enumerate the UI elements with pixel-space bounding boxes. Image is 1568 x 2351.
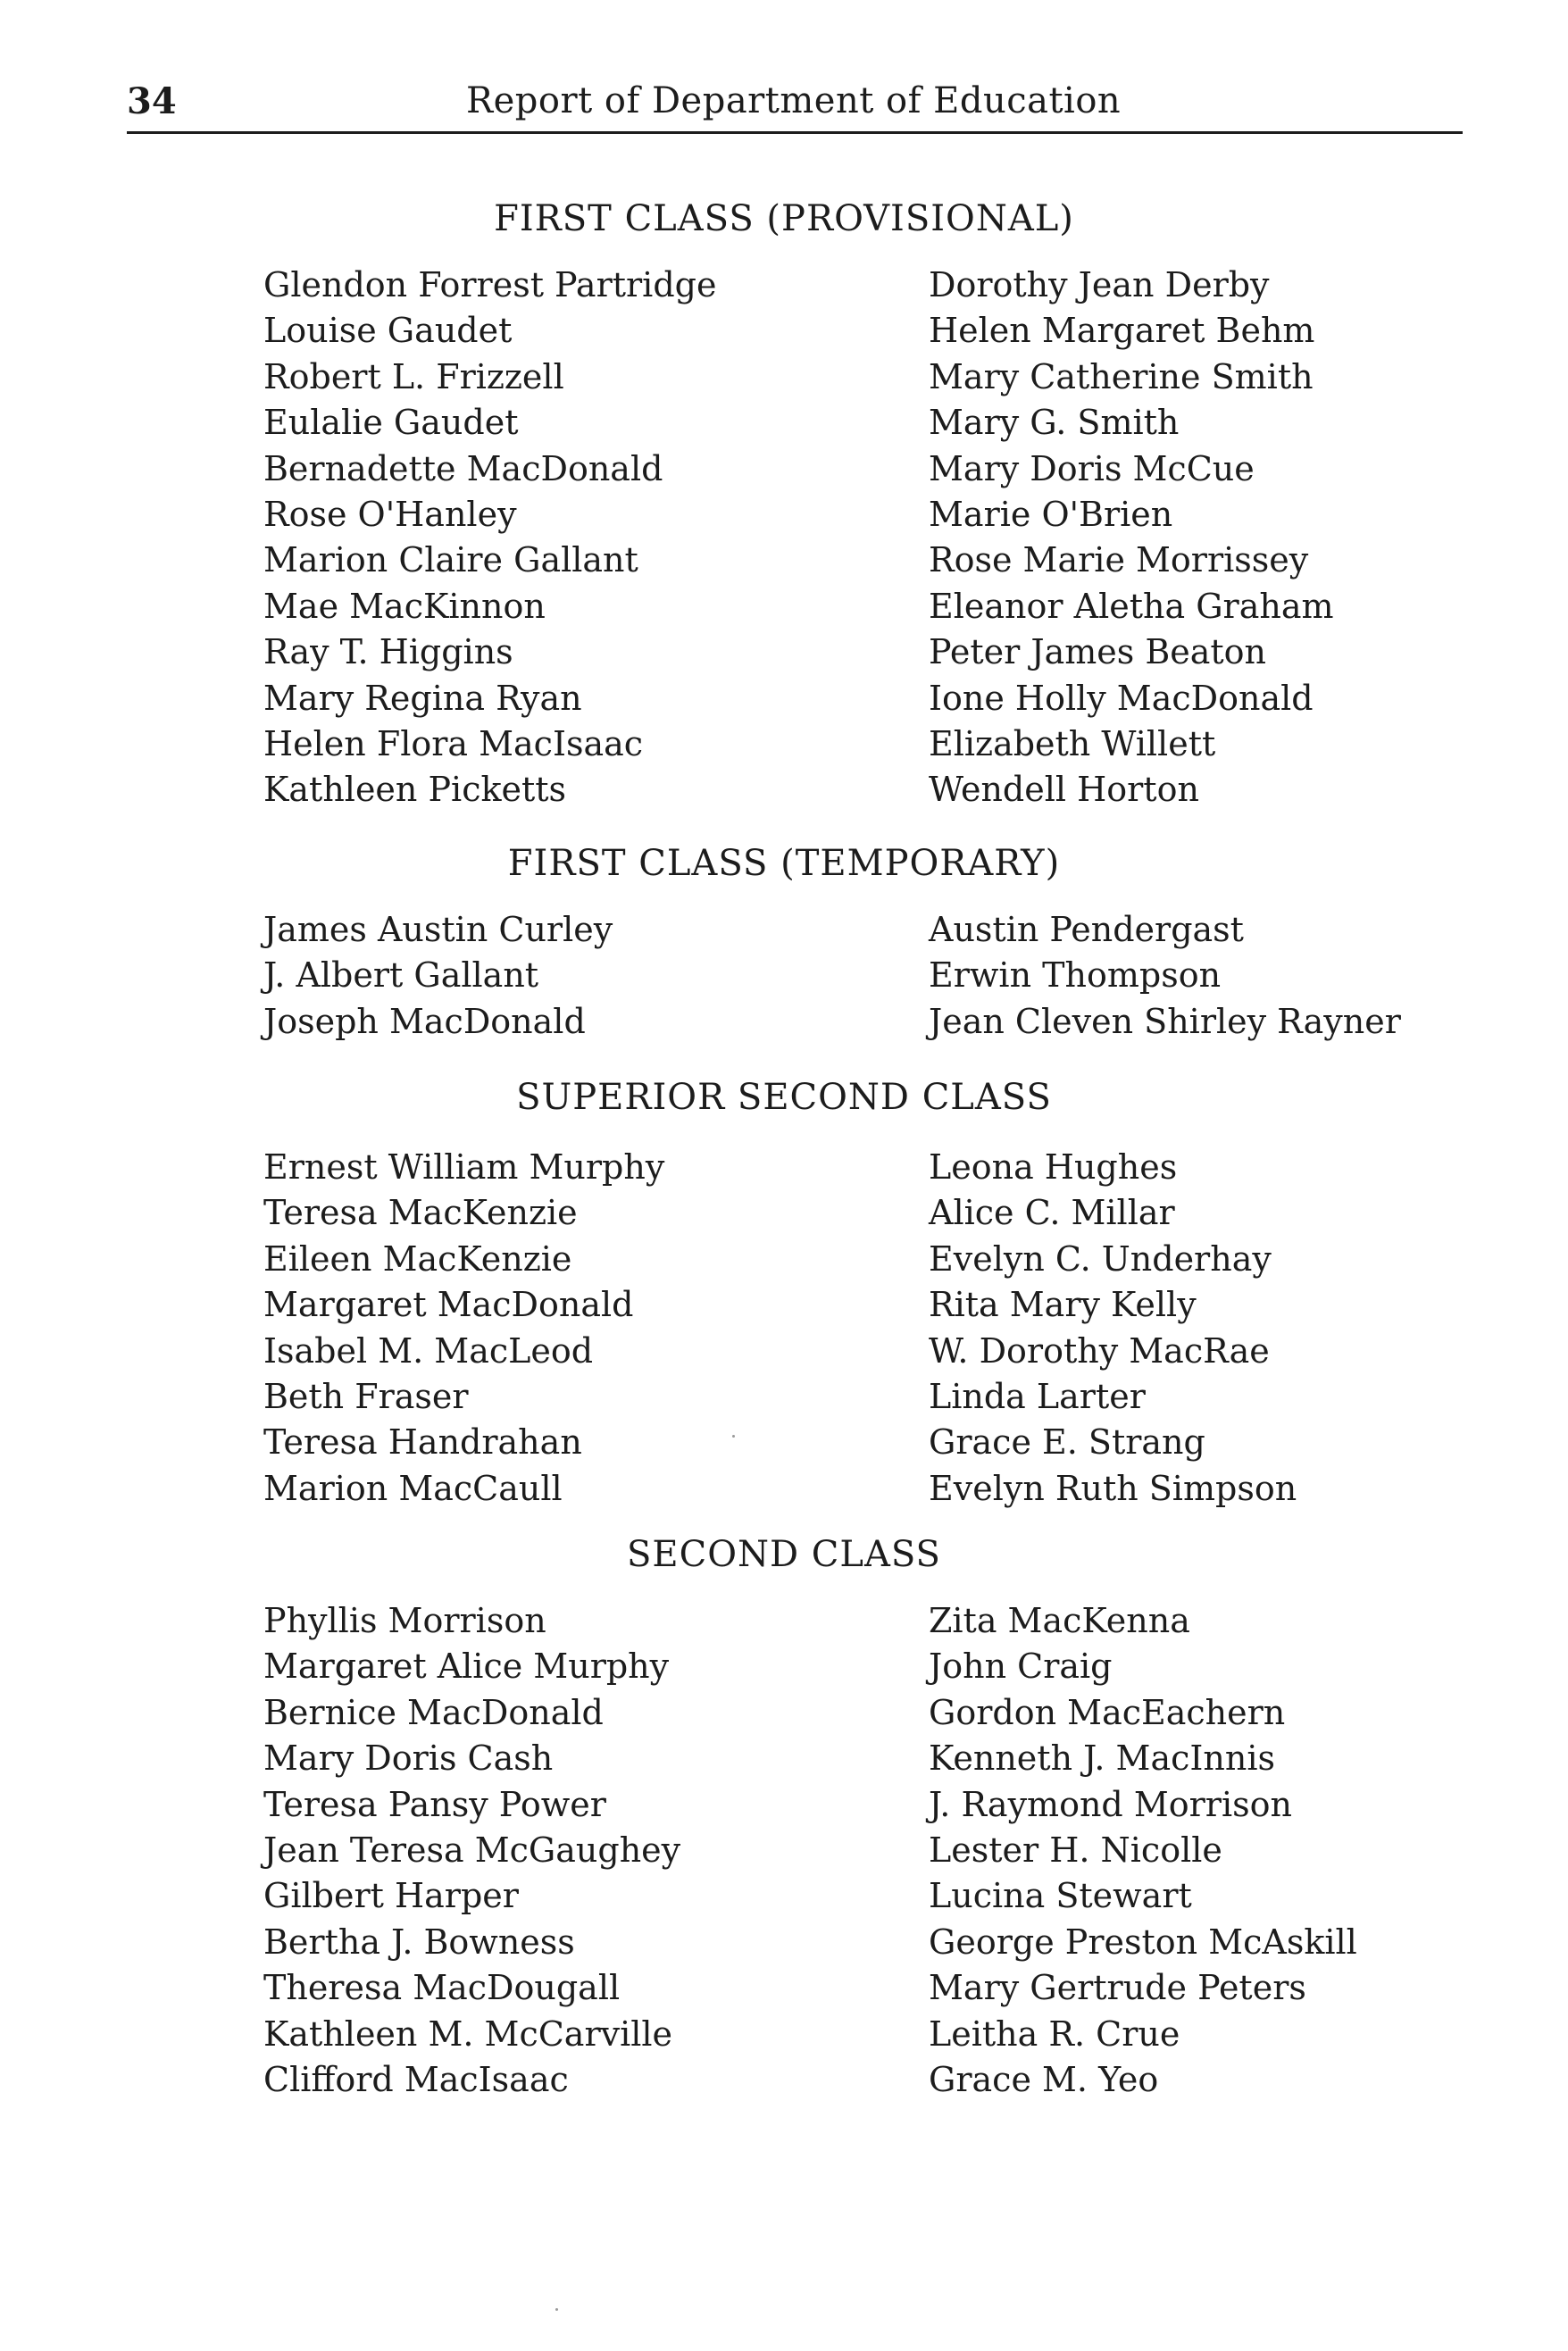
running-title: Report of Department of Education bbox=[466, 80, 1122, 121]
list-item: Rita Mary Kelly bbox=[929, 1285, 1197, 1325]
list-item: Beth Fraser bbox=[263, 1376, 469, 1416]
list-item: J. Raymond Morrison bbox=[929, 1784, 1292, 1824]
name-column-right bbox=[929, 1598, 1357, 2103]
list-item: Ray T. Higgins bbox=[263, 632, 513, 672]
paper-speck bbox=[732, 1435, 735, 1438]
list-item: W. Dorothy MacRae bbox=[929, 1330, 1270, 1371]
list-item: Mary Regina Ryan bbox=[263, 678, 582, 718]
list-item: Austin Pendergast bbox=[929, 910, 1244, 949]
list-item: Theresa MacDougall bbox=[263, 1968, 621, 2008]
list-item: Robert L. Frizzell bbox=[263, 356, 564, 396]
list-item: Dorothy Jean Derby bbox=[929, 265, 1270, 304]
list-item: Evelyn Ruth Simpson bbox=[929, 1468, 1297, 1508]
paper-speck bbox=[555, 2308, 558, 2311]
list-item: Alice C. Millar bbox=[929, 1193, 1175, 1233]
section-title: FIRST CLASS (TEMPORARY) bbox=[507, 843, 1061, 884]
list-item: Eulalie Gaudet bbox=[263, 403, 519, 443]
list-item: Margaret MacDonald bbox=[263, 1285, 634, 1325]
list-item: Gilbert Harper bbox=[263, 1876, 519, 1916]
list-item: Bernadette MacDonald bbox=[263, 448, 663, 488]
list-item: Erwin Thompson bbox=[929, 955, 1222, 996]
list-item: Ione Holly MacDonald bbox=[929, 678, 1314, 718]
name-column-left bbox=[263, 263, 716, 813]
section-title: SUPERIOR SECOND CLASS bbox=[516, 1077, 1052, 1118]
list-item: Joseph MacDonald bbox=[263, 1001, 586, 1041]
list-item: Helen Margaret Behm bbox=[929, 311, 1315, 351]
list-item: Eleanor Aletha Graham bbox=[929, 586, 1334, 626]
list-item: Mary Gertrude Peters bbox=[929, 1968, 1306, 2008]
list-item: Margaret Alice Murphy bbox=[263, 1647, 670, 1687]
list-item: Helen Flora MacIsaac bbox=[263, 723, 644, 763]
list-item: Lucina Stewart bbox=[929, 1876, 1192, 1916]
list-item: Mary Doris Cash bbox=[263, 1738, 554, 1779]
list-item: James Austin Curley bbox=[263, 910, 613, 949]
list-item: Mae MacKinnon bbox=[263, 586, 546, 626]
list-item: Gordon MacEachern bbox=[929, 1692, 1286, 1732]
list-item: Evelyn C. Underhay bbox=[929, 1238, 1272, 1279]
list-item: Glendon Forrest Partridge bbox=[263, 265, 717, 304]
list-item: Teresa Pansy Power bbox=[263, 1784, 606, 1824]
header-rule bbox=[127, 131, 1463, 134]
page-number: 34 bbox=[127, 80, 177, 122]
list-item: Marion MacCaull bbox=[263, 1468, 563, 1508]
list-item: Grace E. Strang bbox=[929, 1422, 1205, 1463]
name-column-right bbox=[929, 907, 1401, 1045]
list-item: Bernice MacDonald bbox=[263, 1692, 604, 1732]
list-item: Kenneth J. MacInnis bbox=[929, 1738, 1276, 1779]
list-item: Rose Marie Morrissey bbox=[929, 540, 1309, 580]
list-item: John Craig bbox=[929, 1647, 1113, 1687]
list-item: Mary G. Smith bbox=[929, 403, 1180, 443]
name-column-right bbox=[929, 1145, 1297, 1512]
name-column-left bbox=[263, 1145, 664, 1512]
list-item: Jean Teresa McGaughey bbox=[263, 1830, 681, 1870]
list-item: Louise Gaudet bbox=[263, 311, 513, 351]
name-column-right bbox=[929, 263, 1334, 813]
list-item: Jean Cleven Shirley Rayner bbox=[929, 1001, 1401, 1041]
list-item: Eileen MacKenzie bbox=[263, 1238, 572, 1279]
list-item: Lester H. Nicolle bbox=[929, 1830, 1222, 1870]
list-item: Bertha J. Bowness bbox=[263, 1922, 575, 1962]
list-item: Linda Larter bbox=[929, 1376, 1146, 1416]
name-column-left bbox=[263, 907, 613, 1045]
list-item: George Preston McAskill bbox=[929, 1922, 1357, 1962]
list-item: Leona Hughes bbox=[929, 1147, 1178, 1187]
list-item: Teresa MacKenzie bbox=[263, 1193, 578, 1233]
list-item: Rose O'Hanley bbox=[263, 494, 517, 534]
list-item: Wendell Horton bbox=[929, 770, 1199, 810]
list-item: Peter James Beaton bbox=[929, 632, 1267, 672]
list-item: Grace M. Yeo bbox=[929, 2059, 1159, 2099]
list-item: Marion Claire Gallant bbox=[263, 540, 638, 580]
list-item: Clifford MacIsaac bbox=[263, 2059, 569, 2099]
list-item: Kathleen M. McCarville bbox=[263, 2013, 673, 2054]
list-item: J. Albert Gallant bbox=[263, 955, 539, 996]
list-item: Mary Doris McCue bbox=[929, 448, 1255, 488]
section-title: FIRST CLASS (PROVISIONAL) bbox=[494, 198, 1074, 239]
list-item: Elizabeth Willett bbox=[929, 723, 1216, 763]
list-item: Ernest William Murphy bbox=[263, 1147, 665, 1187]
list-item: Leitha R. Crue bbox=[929, 2013, 1180, 2054]
list-item: Phyllis Morrison bbox=[263, 1601, 546, 1640]
list-item: Marie O'Brien bbox=[929, 494, 1173, 534]
list-item: Isabel M. MacLeod bbox=[263, 1330, 594, 1371]
name-column-left bbox=[263, 1598, 680, 2103]
list-item: Zita MacKenna bbox=[929, 1601, 1190, 1640]
list-item: Teresa Handrahan bbox=[263, 1422, 582, 1463]
list-item: Kathleen Picketts bbox=[263, 770, 567, 810]
list-item: Mary Catherine Smith bbox=[929, 356, 1314, 396]
section-title: SECOND CLASS bbox=[627, 1534, 941, 1575]
